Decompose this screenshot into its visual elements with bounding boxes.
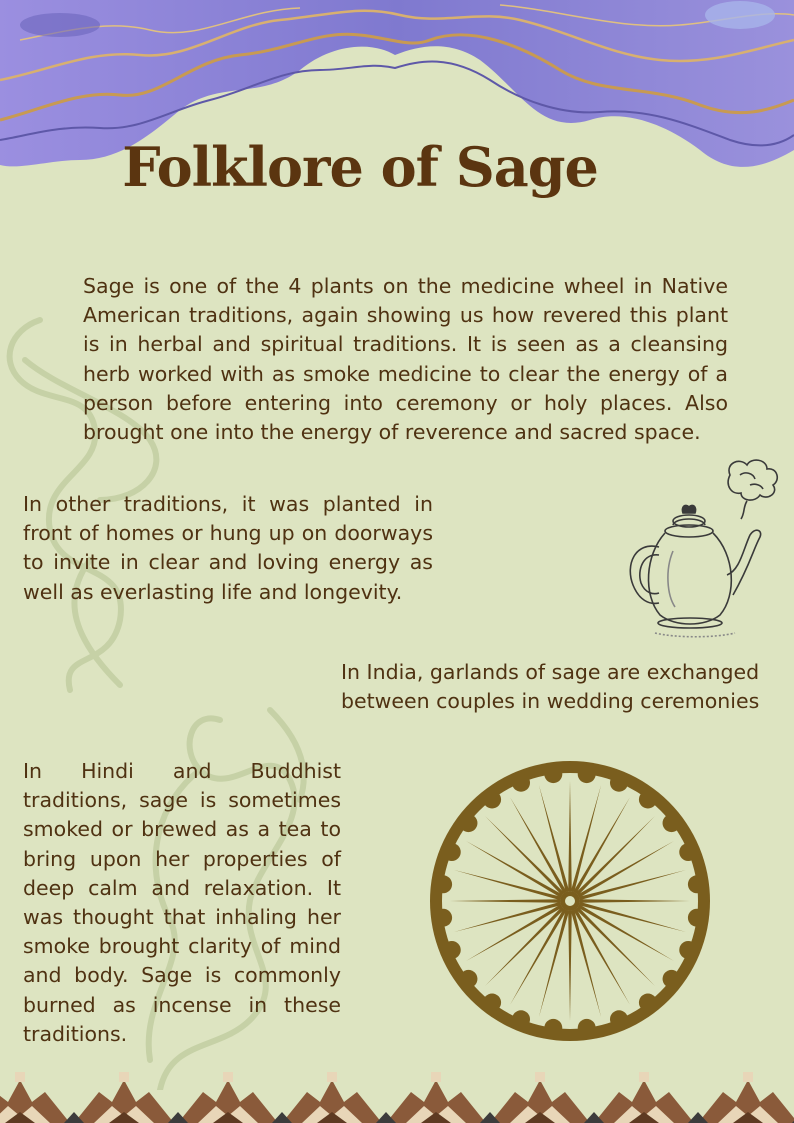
page-title: Folklore of Sage: [122, 135, 598, 199]
paragraph-native-american: Sage is one of the 4 plants on the medicine wheel in Native American traditions, again showing us how revered this plant is in herbal and spiritual traditions. It is seen as a cleansing herb worked with as smoke medicine to clear the energy of a person before entering into ceremony or holy places. Also brought one into the energy of reverence and sacred space.: [83, 274, 728, 445]
dharma-wheel-icon: [425, 756, 715, 1046]
tribal-border-icon: [0, 1072, 794, 1123]
teapot-icon: [615, 455, 785, 640]
paragraph-india: In India, garlands of sage are exchanged between couples in wedding ceremonies: [341, 660, 760, 714]
paragraph-hindi-buddhist: In Hindi and Buddhist traditions, sage is sometimes smoked or brewed as a tea to bring upon her properties of deep calm and relaxation. It was thought that inhaling her smoke brought clarity of mind and body. Sage is commonly burned as incense in these traditions.: [23, 759, 341, 1046]
paragraph-other-traditions: In other traditions, it was planted in front of homes or hung up on doorways to invite in clear and loving energy as well as everlasting life and longevity.: [23, 492, 433, 604]
